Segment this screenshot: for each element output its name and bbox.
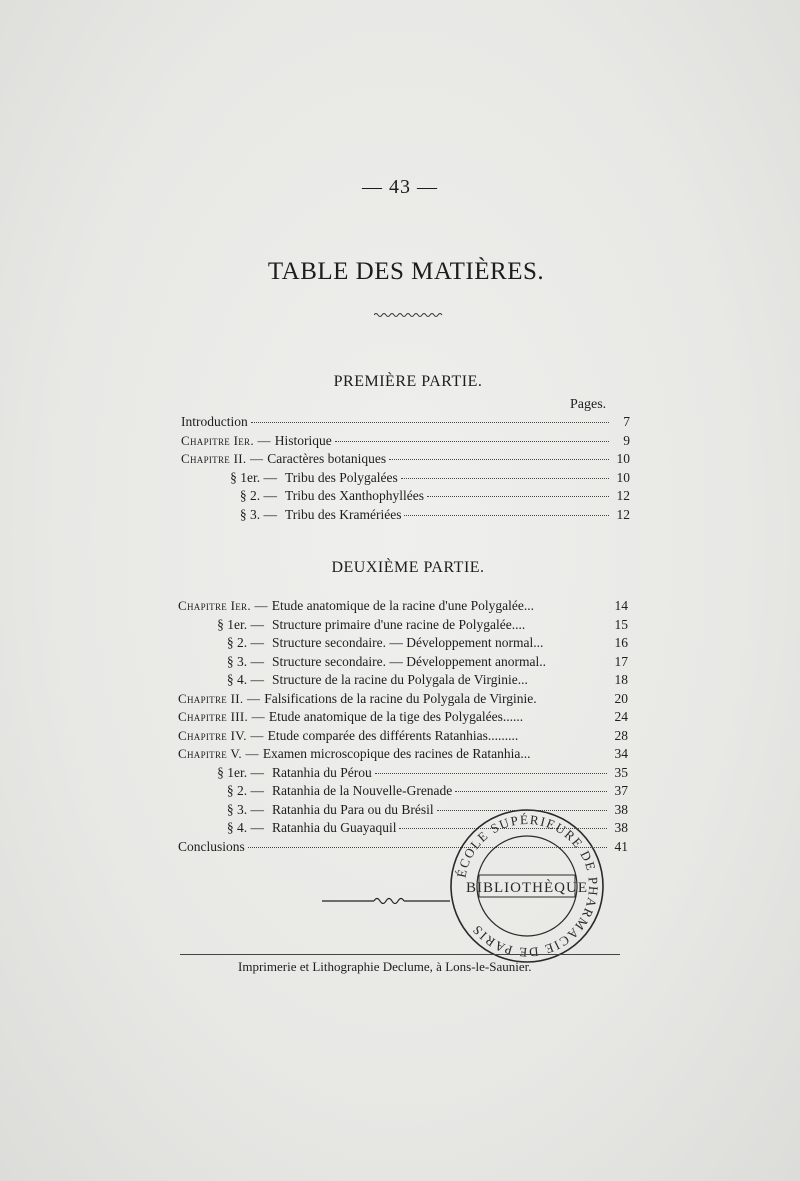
toc-entry-title: Historique — [274, 432, 332, 448]
toc-entry — [178, 727, 628, 746]
part1-heading: PREMIÈRE PARTIE. — [333, 373, 483, 390]
end-ornament — [322, 893, 452, 907]
toc-entry — [181, 413, 630, 432]
toc-entry-label: § 3. — — [239, 506, 277, 522]
toc-entry-page: 12 — [616, 506, 630, 522]
toc-entry — [181, 487, 630, 506]
toc-entry-title: Introduction — [181, 414, 248, 429]
toc-entry — [178, 616, 628, 635]
toc-entry-page: 12 — [616, 488, 630, 503]
toc-entry-title: Etude comparée des différents Ratanhias......... — [267, 727, 519, 743]
toc-entry-page: 10 — [616, 469, 630, 485]
stamp-outer-text: ÉCOLE SUPÉRIEURE DE PHARMACIE DE PARIS — [453, 811, 602, 961]
toc-entry — [178, 745, 628, 764]
toc-entry-title: Structure secondaire. — Développement anormal.. — [272, 653, 547, 669]
printer-imprint: Imprimerie et Lithographie Declume, à Lons-le-Saunier. — [238, 959, 532, 974]
toc-entry-title: Tribu des Polygalées — [285, 469, 398, 485]
toc-entry-label: Chapitre Ier. — — [178, 598, 268, 613]
toc-entry — [178, 671, 628, 690]
toc-entry-page: 18 — [614, 672, 628, 687]
toc-entry-label: § 3. — — [226, 801, 264, 817]
toc-entry-page: 35 — [614, 764, 628, 780]
toc-entry — [178, 597, 628, 616]
toc-entry — [181, 432, 630, 451]
library-stamp — [446, 805, 608, 967]
toc-entry-title: Examen microscopique des racines de Ratanhia... — [262, 746, 531, 761]
toc-entry-label: § 1er. — — [217, 764, 264, 780]
toc-entry-page: 37 — [614, 783, 628, 798]
toc-entry-title: Ratanhia de la Nouvelle-Grenade — [272, 783, 453, 798]
toc-entry-title: Ratanhia du Para ou du Brésil — [272, 801, 434, 817]
toc-entry-title: Tribu des Kramériées — [285, 506, 402, 522]
toc-entry-title: Falsifications de la racine du Polygala de Virginie. — [264, 690, 537, 706]
pages-column-label: Pages. — [570, 397, 607, 412]
toc-entry — [178, 782, 628, 801]
toc-entry — [178, 634, 628, 653]
part2-heading: DEUXIÈME PARTIE. — [331, 559, 485, 576]
toc-entry-page: 16 — [614, 635, 628, 650]
toc-entry — [178, 653, 628, 672]
toc-entry-page: 28 — [614, 727, 628, 743]
toc-entry-page: 20 — [614, 690, 628, 706]
toc-entry-title: Ratanhia du Guayaquil — [272, 820, 397, 835]
toc-entry-title: Structure de la racine du Polygala de Virginie... — [272, 672, 528, 687]
toc-entry-page: 34 — [614, 746, 628, 761]
toc-entry-page: 38 — [614, 820, 628, 835]
toc-entry — [181, 469, 630, 488]
toc-entry-label: Chapitre II. — — [178, 690, 261, 706]
toc-entry-label: Chapitre V. — — [178, 746, 259, 761]
toc-entry-label: Chapitre II. — — [181, 451, 264, 466]
toc-entry-title: Caractères botaniques — [267, 451, 387, 466]
toc-entry-title: Ratanhia du Pérou — [272, 764, 372, 780]
toc-entry-title: Conclusions — [178, 838, 245, 854]
toc-entry-label: § 2. — — [226, 635, 264, 650]
toc-entry-title: Structure primaire d'une racine de Polygalée.... — [272, 616, 526, 632]
toc-entry-page: 41 — [614, 838, 628, 854]
toc-entry-label: § 1er. — — [217, 616, 264, 632]
toc-entry-title: Etude anatomique de la tige des Polygalées...... — [268, 709, 524, 724]
toc-entry — [178, 764, 628, 783]
toc-entry-label: § 4. — — [226, 672, 264, 687]
page-number: — 43 — — [362, 176, 438, 198]
title-ornament — [374, 310, 444, 320]
toc-entry-page: 14 — [614, 598, 628, 613]
toc-entry-label: § 3. — — [226, 653, 264, 669]
toc-entry-label: § 1er. — — [230, 469, 277, 485]
toc-entry-page: 38 — [614, 801, 628, 817]
toc-entry-label: Chapitre Ier. — — [181, 432, 271, 448]
footer-rule — [180, 954, 620, 955]
toc-entry-page: 17 — [614, 653, 628, 669]
toc-entry-title: Structure secondaire. — Développement normal... — [272, 635, 544, 650]
toc-entry-label: § 2. — — [226, 783, 264, 798]
toc-entry-page: 10 — [616, 451, 630, 466]
toc-entry — [181, 450, 630, 469]
toc-entry — [178, 690, 628, 709]
toc-entry-page: 7 — [623, 414, 630, 429]
toc-entry-label: Chapitre IV. — — [178, 727, 264, 743]
page-title: TABLE DES MATIÈRES. — [267, 258, 545, 285]
toc-entry-title: Tribu des Xanthophyllées — [285, 488, 424, 503]
toc-entry-label: § 4. — — [226, 820, 264, 835]
toc-entry — [178, 708, 628, 727]
toc-entry — [181, 506, 630, 525]
toc-entry-page: 9 — [623, 432, 630, 448]
toc-entry-page: 15 — [614, 616, 628, 632]
part1-toc — [181, 413, 630, 524]
toc-entry-label: Chapitre III. — — [178, 709, 265, 724]
toc-entry-label: § 2. — — [239, 488, 277, 503]
toc-entry-title: Etude anatomique de la racine d'une Polygalée... — [271, 598, 534, 613]
stamp-inner-text: BIBLIOTHÈQUE — [466, 880, 588, 896]
toc-entry-page: 24 — [614, 709, 628, 724]
